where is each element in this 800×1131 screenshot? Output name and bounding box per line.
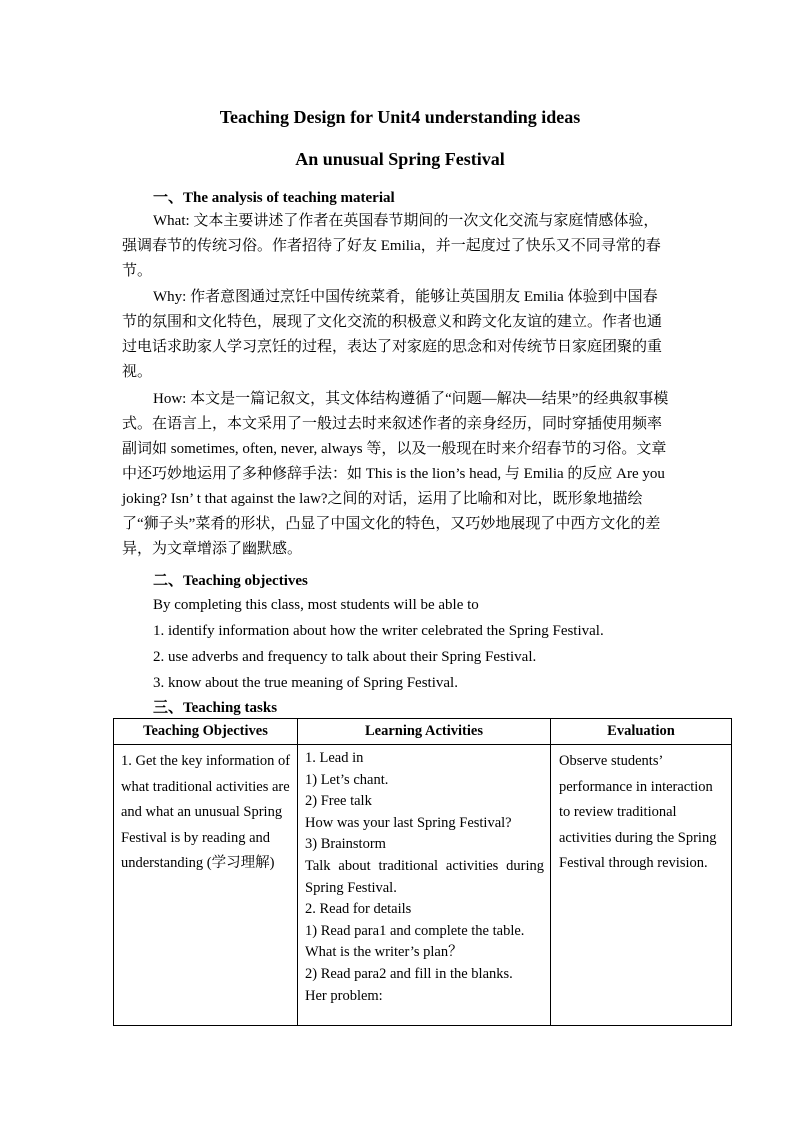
teaching-tasks-table: [113, 718, 732, 1026]
document-subtitle: An unusual Spring Festival: [295, 149, 505, 169]
table-header-row: [114, 719, 732, 745]
objective-cell: [114, 745, 298, 1026]
activity-line: 3) Brainstorm: [305, 836, 386, 853]
activities-cell: [298, 745, 551, 1026]
activity-line: How was your last Spring Festival?: [305, 814, 512, 831]
activity-line: 1) Let’s chant.: [305, 771, 389, 788]
objective-text: 1. Get the key information of what traditional activities are and what an unusual Spring Festival is by reading and understanding (学习理解): [121, 753, 291, 872]
objective-item: 2. use adverbs and frequency to talk about their Spring Festival.: [153, 649, 537, 665]
section-heading-tasks: 三、Teaching tasks: [153, 700, 278, 716]
header-evaluation: Evaluation: [551, 719, 732, 745]
activity-line: 2) Free talk: [305, 793, 372, 810]
activity-line: What is the writer’s plan？: [305, 944, 463, 961]
evaluation-text: Observe students’ performance in interaction to review traditional activities during the Spring Festival through revision.: [559, 753, 717, 872]
paragraph-what: What: 文本主要讲述了作者在英国春节期间的一次文化交流与家庭情感体验，强调春节的传统习俗。作者招待了好友 Emilia，并一起度过了快乐又不同寻常的春节。: [122, 213, 661, 279]
activity-line: 2. Read for details: [305, 901, 412, 918]
header-learning-activities: Learning Activities: [298, 719, 551, 745]
section-heading-analysis: 一、The analysis of teaching material: [153, 190, 395, 206]
section-heading-objectives: 二、Teaching objectives: [153, 573, 308, 589]
document-title: Teaching Design for Unit4 understanding ideas: [219, 107, 581, 127]
activity-line: 2) Read para2 and fill in the blanks.: [305, 965, 513, 982]
activity-line: Talk about traditional activities during Spring Festival.: [305, 857, 544, 896]
objective-item: 3. know about the true meaning of Spring Festival.: [153, 675, 458, 691]
objectives-intro: By completing this class, most students will be able to: [153, 597, 479, 613]
paragraph-how: How: 本文是一篇记叙文，其文体结构遵循了“问题—解决—结果”的经典叙事模式。在语言上，本文采用了一般过去时来叙述作者的亲身经历，同时穿插使用频率副词如 sometimes, often, never, always 等，以及一般现在时来介绍春节的习俗。文章中还巧妙地运用了多种修辞手法：如 This is the lion’s head, 与 Emilia 的反应 Are you joking? Isn’ t that against the law?之间的对话，运用了比喻和对比，既形象地描绘了“狮子头”菜肴的形状，凸显了中国文化的特色，又巧妙地展现了中西方文化的差异，为文章增添了幽默感。: [122, 391, 669, 557]
objective-item: 1. identify information about how the writer celebrated the Spring Festival.: [153, 623, 604, 639]
table-row: [114, 745, 732, 1026]
activity-line: 1) Read para1 and complete the table.: [305, 922, 525, 939]
activity-line: 1. Lead in: [305, 750, 364, 766]
paragraph-why: Why: 作者意图通过烹饪中国传统菜肴，能够让英国朋友 Emilia 体验到中国春节的氛围和文化特色，展现了文化交流的积极意义和跨文化友谊的建立。作者也通过电话求助家人学习烹饪的过程，表达了对家庭的思念和对传统节日家庭团聚的重视。: [122, 289, 663, 380]
evaluation-cell: [551, 745, 732, 1026]
header-teaching-objectives: Teaching Objectives: [114, 719, 298, 745]
activity-line: Her problem:: [305, 987, 383, 1004]
